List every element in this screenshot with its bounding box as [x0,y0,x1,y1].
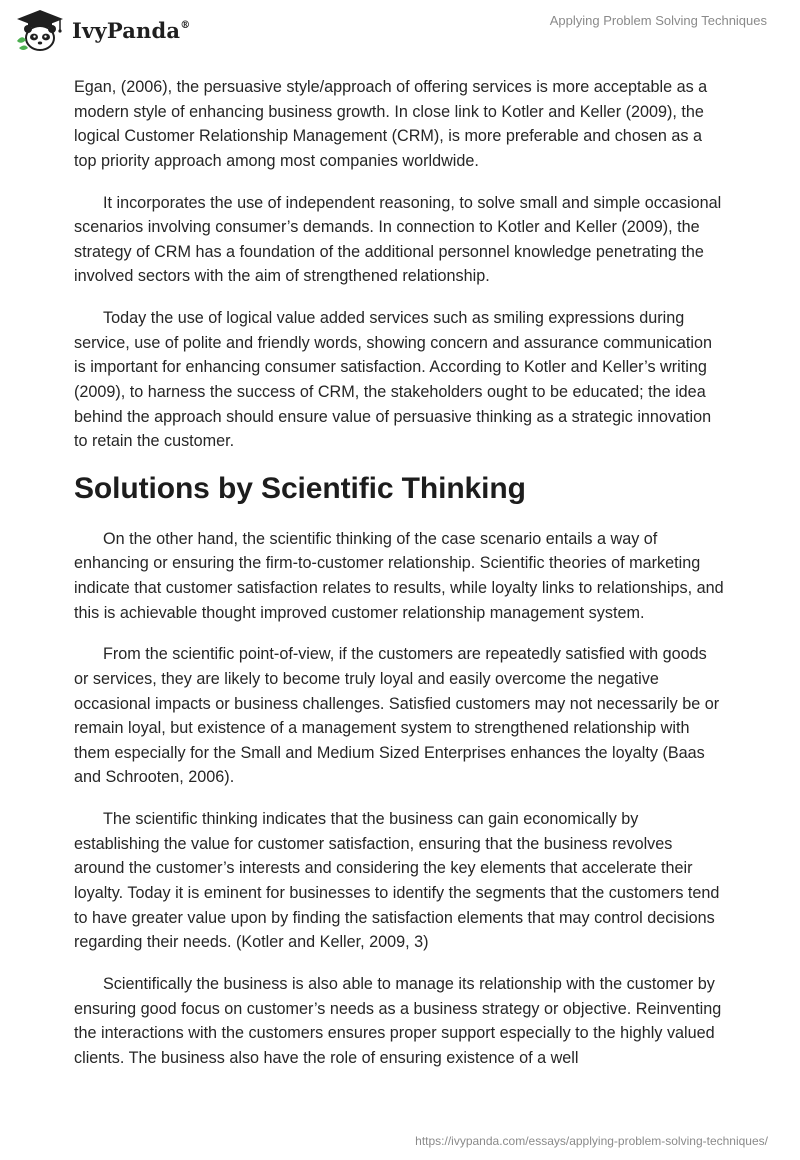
essay-body [74,75,724,1088]
paragraph: On the other hand, the scientific thinking of the case scenario entails a way of enhancing or ensuring the firm-to-customer relationship. Scientific theories of marketing indicate that customer satisfaction relates to results, while loyalty links to relationships, and this is achievable thought improved customer relationship management system. [74,529,724,622]
paragraph: From the scientific point-of-view, if the customers are repeatedly satisfied with goods or services, they are likely to become truly loyal and easily overcome the negative occasional impacts or business challenges. Satisfied customers may not necessarily be or remain loyal, but existence of a management system to strengthened relationship with them especially for the Small and Medium Sized Enterprises enhances the loyalty (Baas and Schrooten, 2006). [74,645,720,787]
source-url[interactable]: https://ivypanda.com/essays/applying-problem-solving-techniques/ [415,1134,768,1148]
paragraph: Scientifically the business is also able to manage its relationship with the customer by ensuring good focus on customer’s needs as a business strategy or objective. Reinventing the interactions with the customers ensures proper support especially to the highly valued clients. The business also have the role of ensuring existence of a well [74,974,722,1067]
paragraph: Egan, (2006), the persuasive style/approach of offering services is more acceptable as a modern style of enhancing business growth. In close link to Kotler and Keller (2009), the logical Customer Relationship Management (CRM), is more preferable and chosen as a top priority approach among most companies worldwide. [74,78,708,170]
paragraph: The scientific thinking indicates that the business can gain economically by establishing the value for customer satisfaction, ensuring that the business revolves around the customer’s interests and considering the key elements that accelerate their loyalty. Today it is eminent for businesses to identify the segments that the customers tend to have greater value upon by finding the satisfaction elements that may control decisions regarding their needs. (Kotler and Keller, 2009, 3) [74,810,720,952]
page-header [0,0,800,64]
ivypanda-logo[interactable] [14,8,190,52]
paragraph: Today the use of logical value added services such as smiling expressions during service, use of polite and friendly words, showing concern and assurance communication is important for enhancing consumer satisfaction. According to Kotler and Keller’s writing (2009), to harness the success of CRM, the stakeholders ought to be educated; the idea behind the approach should ensure value of persuasive thinking as a strategic innovation to retain the customer. [74,309,712,451]
paragraph: It incorporates the use of independent reasoning, to solve small and simple occasional scenarios involving consumer’s demands. In connection to Kotler and Keller (2009), the strategy of CRM has a foundation of the additional personnel knowledge penetrating the involved sectors with the aim of strengthened relationship. [74,193,722,286]
document-title: Applying Problem Solving Techniques [549,13,767,28]
section-heading: Solutions by Scientific Thinking [74,471,526,505]
panda-graduate-icon [14,8,66,52]
brand-name: IvyPanda® [72,17,191,43]
